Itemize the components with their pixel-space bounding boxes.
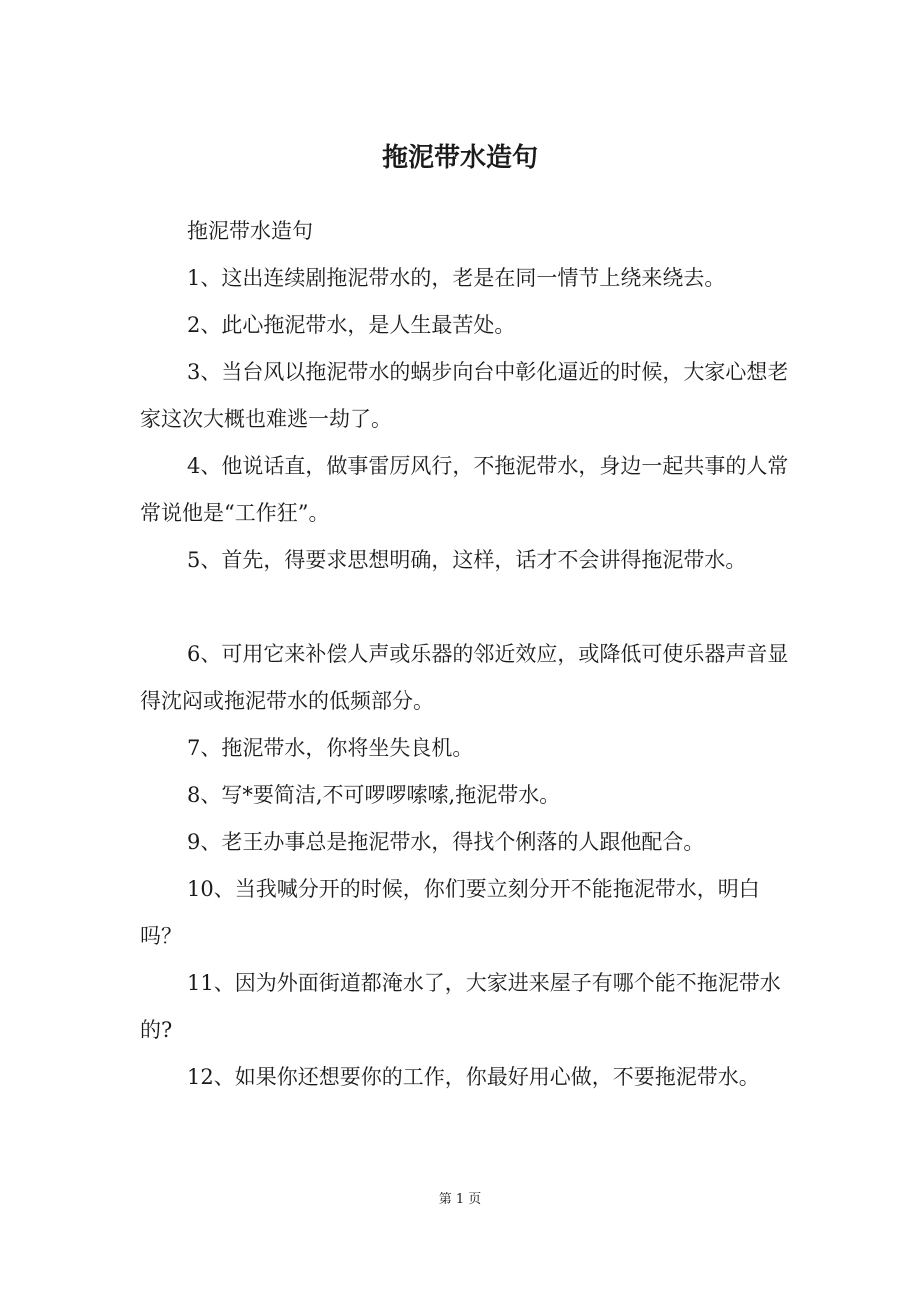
sentence-10: 10、当我喊分开的时候，你们要立刻分开不能拖泥带水，明白吗？ bbox=[140, 877, 760, 948]
sentence-12: 12、如果你还想要你的工作，你最好用心做，不要拖泥带水。 bbox=[187, 1065, 760, 1089]
sentence-5: 5、首先，得要求思想明确，这样，话才不会讲得拖泥带水。 bbox=[187, 548, 747, 572]
sentence-7: 7、拖泥带水，你将坐失良机。 bbox=[187, 736, 474, 760]
blank-line bbox=[140, 584, 800, 631]
sentence-1: 1、这出连续剧拖泥带水的，老是在同一情节上绕来绕去。 bbox=[187, 266, 726, 290]
sentence-2: 2、此心拖泥带水，是人生最苦处。 bbox=[187, 313, 516, 337]
sentence-8: 8、写*要简洁,不可啰啰嗦嗦,拖泥带水。 bbox=[187, 783, 561, 807]
sentence-3: 3、当台风以拖泥带水的蜗步向台中彰化逼近的时候，大家心想老家这次大概也难逃一劫了。 bbox=[140, 360, 789, 431]
page-footer: 第 1 页 bbox=[438, 1192, 482, 1207]
document-body bbox=[140, 208, 800, 1101]
sentence-11: 11、因为外面街道都淹水了，大家进来屋子有哪个能不拖泥带水的? bbox=[140, 971, 781, 1042]
sentence-6: 6、可用它来补偿人声或乐器的邻近效应，或降低可使乐器声音显得沈闷或拖泥带水的低频部分。 bbox=[140, 642, 789, 713]
document-title: 拖泥带水造句 bbox=[381, 143, 538, 173]
sentence-4: 4、他说话直，做事雷厉风行，不拖泥带水，身边一起共事的人常常说他是“工作狂”。 bbox=[140, 454, 789, 525]
sentence-9: 9、老王办事总是拖泥带水，得找个俐落的人跟他配合。 bbox=[187, 830, 705, 854]
paragraph-heading: 拖泥带水造句 bbox=[187, 219, 313, 243]
